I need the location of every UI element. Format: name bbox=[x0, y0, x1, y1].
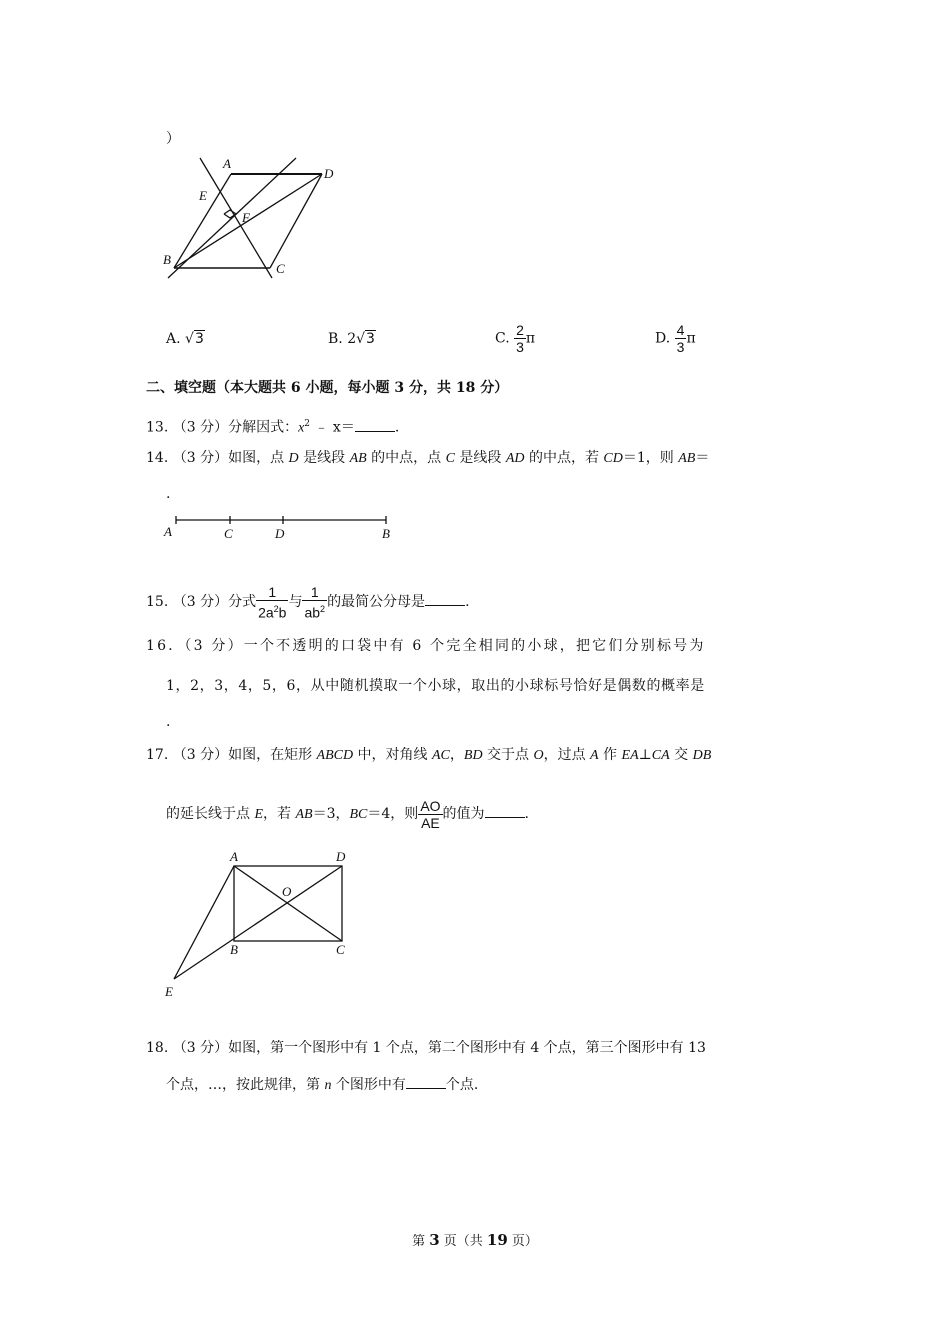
q12-label-d: D bbox=[324, 166, 334, 181]
page-footer: 第 3 页（共 19 页） bbox=[412, 1231, 538, 1249]
question-18-line-1: 18. （3 分）如图，第一个图形中有 1 个点，第二个图形中有 4 个点，第三个图形中有 13 bbox=[146, 1040, 706, 1056]
section-2-title: 二、填空题（本大题共 6 小题，每小题 3 分，共 18 分） bbox=[146, 380, 509, 396]
question-16-line-2: 1，2，3，4，5，6，从中随机摸取一个小球，取出的小球标号恰好是偶数的概率是 bbox=[166, 678, 705, 694]
question-17-line-2: 的延长线于点 E，若 AB＝3，BC＝4，则 $\frac{AO}{AE}$ 的值为 . bbox=[166, 797, 529, 831]
q17-label-b: B bbox=[230, 942, 238, 957]
answer-blank bbox=[406, 1074, 446, 1089]
q12-choice-d: D. $\frac{4}{3}$ π bbox=[655, 322, 696, 355]
q12-label-a: A bbox=[223, 156, 231, 171]
answer-blank bbox=[355, 417, 395, 432]
q17-rectangle-figure bbox=[160, 846, 360, 1002]
question-14: 14. （3 分）如图，点 D 是线段 AB 的中点，点 C 是线段 AD 的中点，若 CD＝1，则 AB＝ bbox=[146, 450, 710, 466]
q15-fraction-2: $\frac{1}{ab^2}$ bbox=[304, 583, 326, 621]
question-17-line-1: 17. （3 分）如图，在矩形 ABCD 中，对角线 AC，BD 交于点 O，过点 A 作 EA⊥CA 交 DB bbox=[146, 747, 712, 763]
q14-label-d: D bbox=[275, 526, 285, 541]
q17-label-e: E bbox=[165, 984, 173, 999]
question-16-line-1: 16．（3 分）一个不透明的口袋中有 6 个完全相同的小球，把它们分别标号为 bbox=[146, 638, 706, 654]
sqrt-symbol: √3 bbox=[356, 331, 375, 347]
q14-label-b: B bbox=[382, 526, 390, 541]
question-18-line-2: 个点，…，按此规律，第 n 个图形中有 个点. bbox=[166, 1074, 478, 1096]
q14-label-c: C bbox=[224, 526, 233, 541]
question-16-line-3: . bbox=[166, 714, 171, 730]
q17-label-c: C bbox=[336, 942, 345, 957]
answer-blank bbox=[485, 803, 525, 818]
q12-label-c: C bbox=[276, 261, 285, 276]
q12-choice-b: B. 2√3 bbox=[328, 331, 375, 347]
question-14-continuation: . bbox=[166, 486, 171, 502]
question-15: 15. （3 分）分式 $\frac{1}{2a^2b}$ 与 $\frac{1}{ab^2}$ 的最简公分母是 . bbox=[146, 583, 470, 621]
q17-label-a: A bbox=[230, 849, 238, 864]
q12-choice-a: A. √3 bbox=[166, 331, 204, 347]
q15-fraction-1: $\frac{1}{2a^2b}$ bbox=[258, 583, 287, 621]
answer-blank bbox=[425, 591, 465, 606]
q17-fraction: $\frac{AO}{AE}$ bbox=[420, 797, 441, 831]
sqrt-symbol: √3 bbox=[185, 331, 204, 347]
question-13: 13. （3 分）分解因式：$x^2$ ﹣ x＝ . bbox=[146, 414, 399, 439]
q12-label-b: B bbox=[163, 252, 171, 267]
q17-label-o: O bbox=[282, 884, 292, 899]
q12-label-f: F bbox=[242, 210, 250, 225]
q17-label-d: D bbox=[336, 849, 346, 864]
q14-segment-figure bbox=[160, 510, 400, 546]
q12-label-e: E bbox=[199, 188, 207, 203]
previous-question-paren: ） bbox=[166, 131, 180, 147]
q12-choice-c: C. $\frac{2}{3}$ π bbox=[495, 322, 536, 355]
q14-label-a: A bbox=[164, 524, 172, 539]
q12-parallelogram-figure bbox=[158, 150, 348, 290]
